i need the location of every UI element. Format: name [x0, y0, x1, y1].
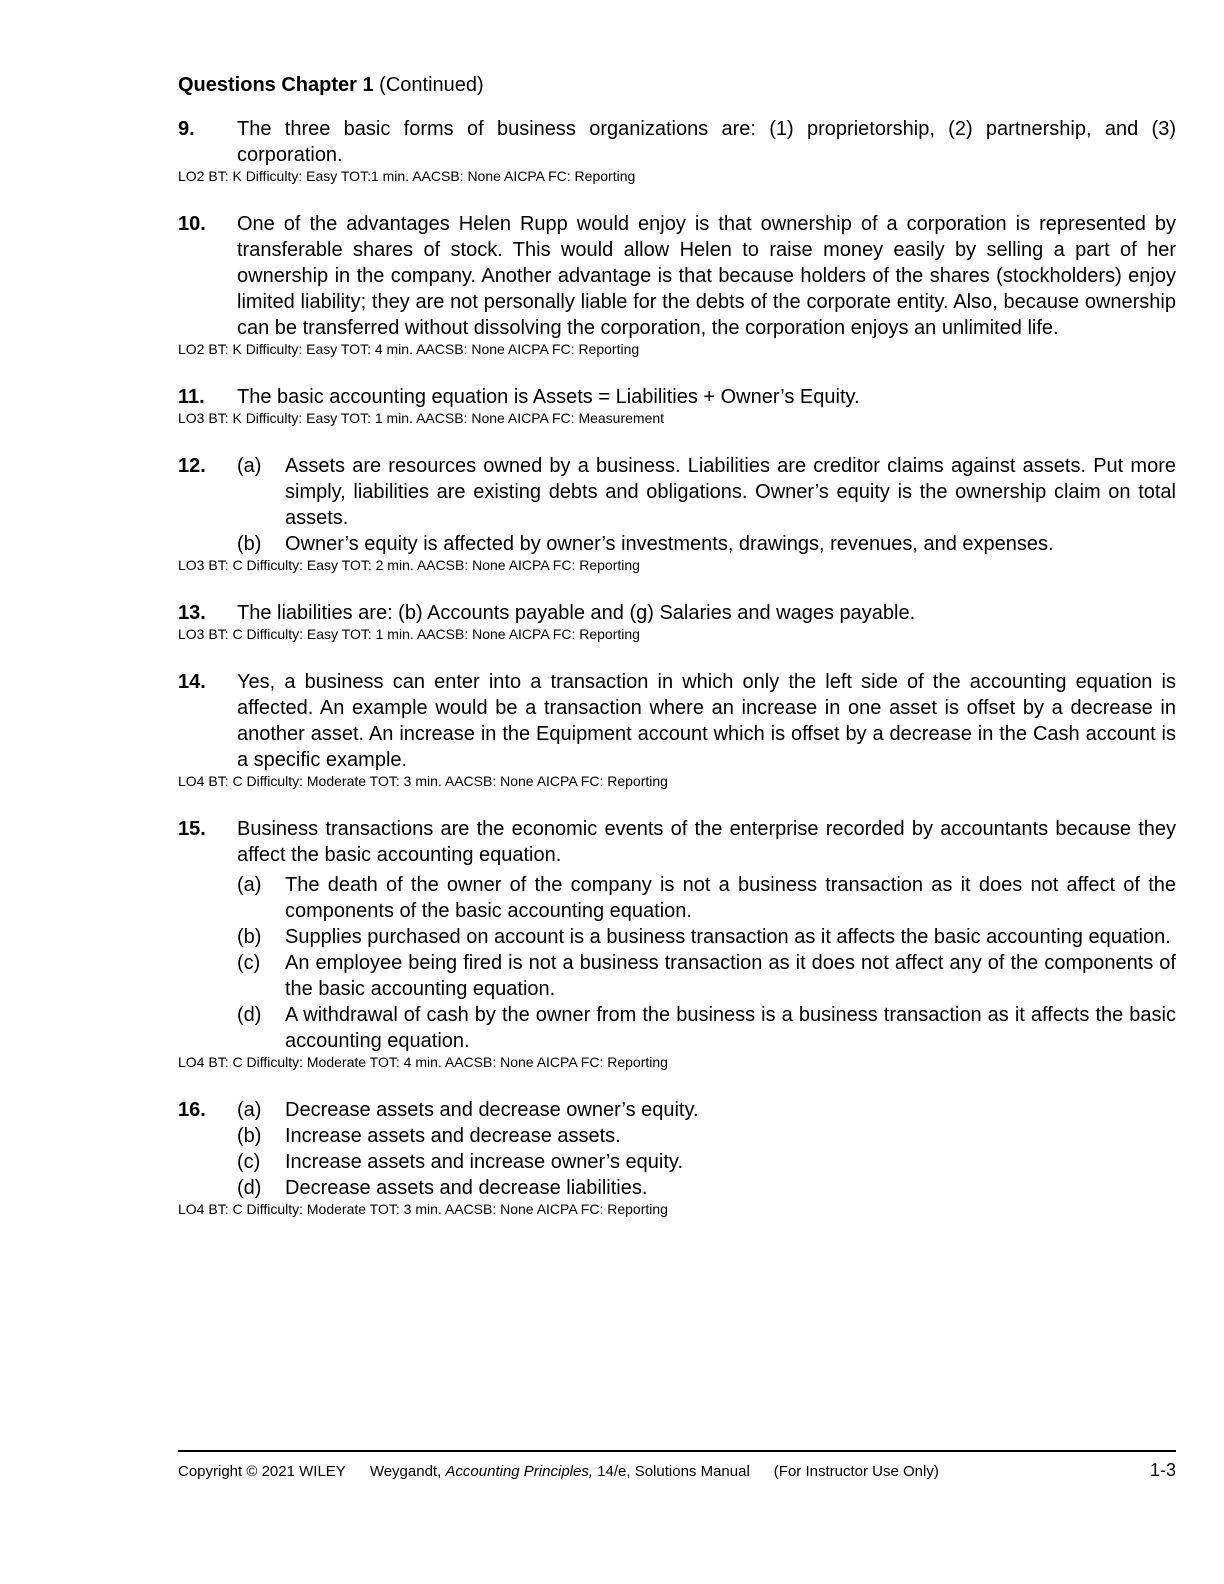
- question-meta: LO3 BT: K Difficulty: Easy TOT: 1 min. AACSB: None AICPA FC: Measurement: [178, 410, 665, 426]
- sub-text: An employee being fired is not a business transaction as it does not affect any of the components of the basic accounting equation.: [285, 952, 1176, 1000]
- question-item: [178, 600, 1176, 626]
- page-footer: [178, 1450, 1176, 1482]
- question-item: [178, 116, 1176, 168]
- document-page: [178, 72, 1176, 1244]
- sub-label: (b): [237, 533, 262, 555]
- sub-answer: [237, 924, 1176, 950]
- question-item: [178, 1097, 1176, 1201]
- question-meta: LO2 BT: K Difficulty: Easy TOT:1 min. AACSB: None AICPA FC: Reporting: [178, 168, 636, 184]
- sub-label: (b): [237, 1125, 262, 1147]
- sub-label: (c): [237, 1151, 261, 1173]
- sub-answer: [237, 1002, 1176, 1054]
- sub-text: Decrease assets and decrease owner’s equity.: [285, 1099, 699, 1121]
- question-item: [178, 453, 1176, 557]
- sub-label: (a): [237, 455, 262, 477]
- question-text: One of the advantages Helen Rupp would enjoy is that ownership of a corporation is represented by transferable shares of stock. This would allow Helen to raise money easily by selling a part of her ownership in the company. Another advantage is that because holders of the shares (stockholders) enjoy limited liability; they are not personally liable for the debts of the corporate entity. Also, because ownership can be transferred without dissolving the corporation, the corporation enjoys an unlimited life.: [237, 213, 1176, 339]
- sub-text: A withdrawal of cash by the owner from the business is a business transaction as it affects the basic accounting equation.: [285, 1004, 1176, 1052]
- sub-label: (b): [237, 926, 262, 948]
- question-number: 11.: [178, 386, 205, 408]
- footer-note: (For Instructor Use Only): [773, 1463, 939, 1480]
- sub-label: (c): [237, 952, 261, 974]
- question-item: [178, 211, 1176, 341]
- sub-text: Decrease assets and decrease liabilities.: [285, 1177, 648, 1199]
- sub-text: Supplies purchased on account is a business transaction as it affects the basic accounting equation.: [285, 926, 1171, 948]
- heading-normal: (Continued): [379, 74, 484, 96]
- question-item: [178, 816, 1176, 1054]
- question-meta: LO2 BT: K Difficulty: Easy TOT: 4 min. AACSB: None AICPA FC: Reporting: [178, 341, 640, 357]
- sub-text: Assets are resources owned by a business. Liabilities are creditor claims against assets. Put more simply, liabilities are existing debts and obligations. Owner’s equity is the ownership claim on total assets.: [285, 455, 1176, 529]
- page-heading: [178, 72, 1176, 98]
- sub-answer: [237, 1123, 1176, 1149]
- heading-bold: Questions Chapter 1: [178, 74, 374, 96]
- sub-answer: [237, 1149, 1176, 1175]
- sub-answer: [237, 1175, 1176, 1201]
- question-meta: LO3 BT: C Difficulty: Easy TOT: 2 min. AACSB: None AICPA FC: Reporting: [178, 557, 640, 573]
- sub-answer: [237, 950, 1176, 1002]
- sub-answer: [237, 453, 1176, 531]
- sub-answer: [237, 1097, 1176, 1123]
- sub-label: (d): [237, 1177, 262, 1199]
- sub-answer: [237, 531, 1176, 557]
- question-meta: LO4 BT: C Difficulty: Moderate TOT: 3 min. AACSB: None AICPA FC: Reporting: [178, 1201, 668, 1217]
- sub-label: (a): [237, 874, 262, 896]
- sub-label: (d): [237, 1004, 262, 1026]
- question-text: Business transactions are the economic events of the enterprise recorded by accountants because they affect the basic accounting equation.: [237, 818, 1176, 866]
- question-meta: LO4 BT: C Difficulty: Moderate TOT: 3 min. AACSB: None AICPA FC: Reporting: [178, 773, 668, 789]
- question-number: 15.: [178, 818, 206, 840]
- question-meta: LO4 BT: C Difficulty: Moderate TOT: 4 min. AACSB: None AICPA FC: Reporting: [178, 1054, 668, 1070]
- question-number: 14.: [178, 671, 206, 693]
- question-text: Yes, a business can enter into a transaction in which only the left side of the accounting equation is affected. An example would be a transaction where an increase in one asset is offset by a decrease in another asset. An increase in the Equipment account which is offset by a decrease in the Cash account is a specific example.: [237, 671, 1176, 771]
- question-text: The liabilities are: (b) Accounts payable and (g) Salaries and wages payable.: [237, 602, 916, 624]
- sub-text: Owner’s equity is affected by owner’s investments, drawings, revenues, and expenses.: [285, 533, 1054, 555]
- footer-book-title: Accounting Principles,: [445, 1463, 593, 1480]
- footer-copyright: Copyright © 2021 WILEY: [178, 1463, 346, 1480]
- footer-author: Weygandt,: [369, 1463, 442, 1480]
- question-item: [178, 669, 1176, 773]
- question-text: The basic accounting equation is Assets = Liabilities + Owner’s Equity.: [237, 386, 860, 408]
- page-number: 1-3: [1149, 1460, 1176, 1480]
- sub-text: Increase assets and increase owner’s equity.: [285, 1151, 683, 1173]
- sub-text: The death of the owner of the company is not a business transaction as it does not affect of the components of the basic accounting equation.: [285, 874, 1176, 922]
- question-meta: LO3 BT: C Difficulty: Easy TOT: 1 min. AACSB: None AICPA FC: Reporting: [178, 626, 640, 642]
- question-item: [178, 384, 1176, 410]
- question-number: 10.: [178, 213, 206, 235]
- question-number: 9.: [178, 118, 195, 140]
- question-text: The three basic forms of business organizations are: (1) proprietorship, (2) partnership, and (3) corporation.: [237, 118, 1176, 166]
- question-number: 13.: [178, 602, 206, 624]
- question-number: 16.: [178, 1099, 206, 1121]
- sub-text: Increase assets and decrease assets.: [285, 1125, 621, 1147]
- footer-edition: 14/e, Solutions Manual: [597, 1463, 750, 1480]
- question-number: 12.: [178, 455, 206, 477]
- sub-answer: [237, 872, 1176, 924]
- sub-label: (a): [237, 1099, 262, 1121]
